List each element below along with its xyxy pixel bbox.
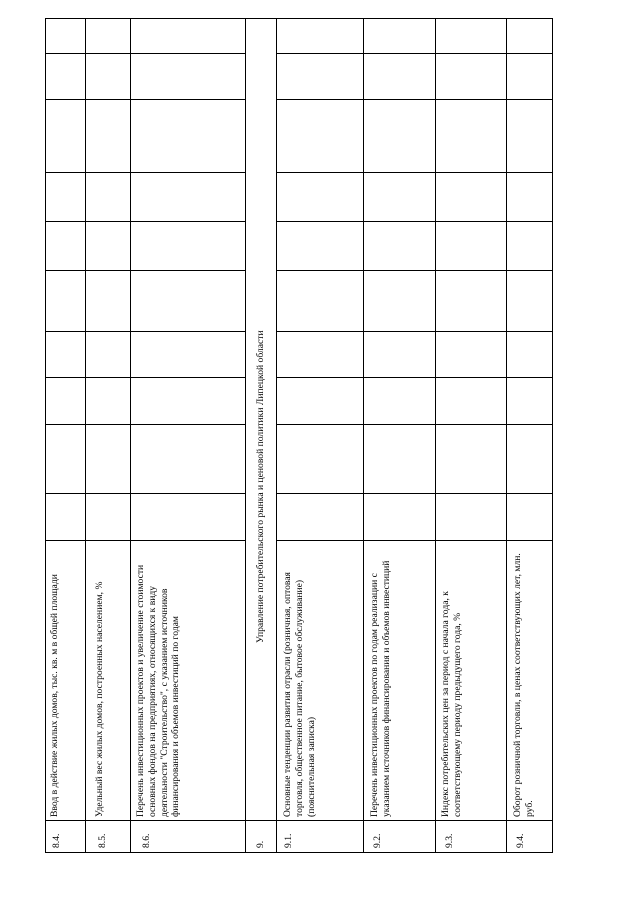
row-text-9-4: Оборот розничной торговли, в ценах соответствующих лет, млн. руб. — [512, 553, 535, 817]
row-text-8-5: Удельный вес жилых домов, построенных населением, % — [94, 581, 105, 817]
row-text-8-4: Ввод в действие жилых домов, тыс. кв. м в общей площади — [49, 574, 60, 817]
row-number-9-4: 9.4. — [515, 833, 526, 848]
row-number-9-3: 9.3. — [444, 833, 455, 848]
section-heading-9: Управление потребительского рынка и ценовой политики Липецкой области — [255, 330, 266, 643]
row-text-9-1: Основные тенденции развития отрасли (розничная, оптовая торговля, общественное питание, бытовое обслуживание) (пояснительная записка) — [282, 572, 317, 817]
row-text-9-2: Перечень инвестиционных проектов по годам реализации с указанием источников финансирования и объемов инвестиций — [369, 560, 392, 817]
document-page — [45, 18, 553, 853]
row-text-9-3: Индекс потребительских цен за период с начала года, к соответствующему периоду предыдущего года, % — [440, 591, 463, 817]
row-number-9-1: 9.1. — [283, 833, 294, 848]
row-number-8-6: 8.6. — [141, 833, 152, 848]
row-number-9-2: 9.2. — [372, 833, 383, 848]
row-text-8-6: Перечень инвестиционных проектов и увеличение стоимости основных фондов на предприятиях, относящихся к виду деятельности "Строительство", с указанием источников финансирования и объемов инвестиций по годам — [135, 564, 182, 817]
row-number-9: 9. — [255, 840, 266, 848]
row-number-8-4: 8.4. — [51, 833, 62, 848]
row-number-8-5: 8.5. — [97, 833, 108, 848]
